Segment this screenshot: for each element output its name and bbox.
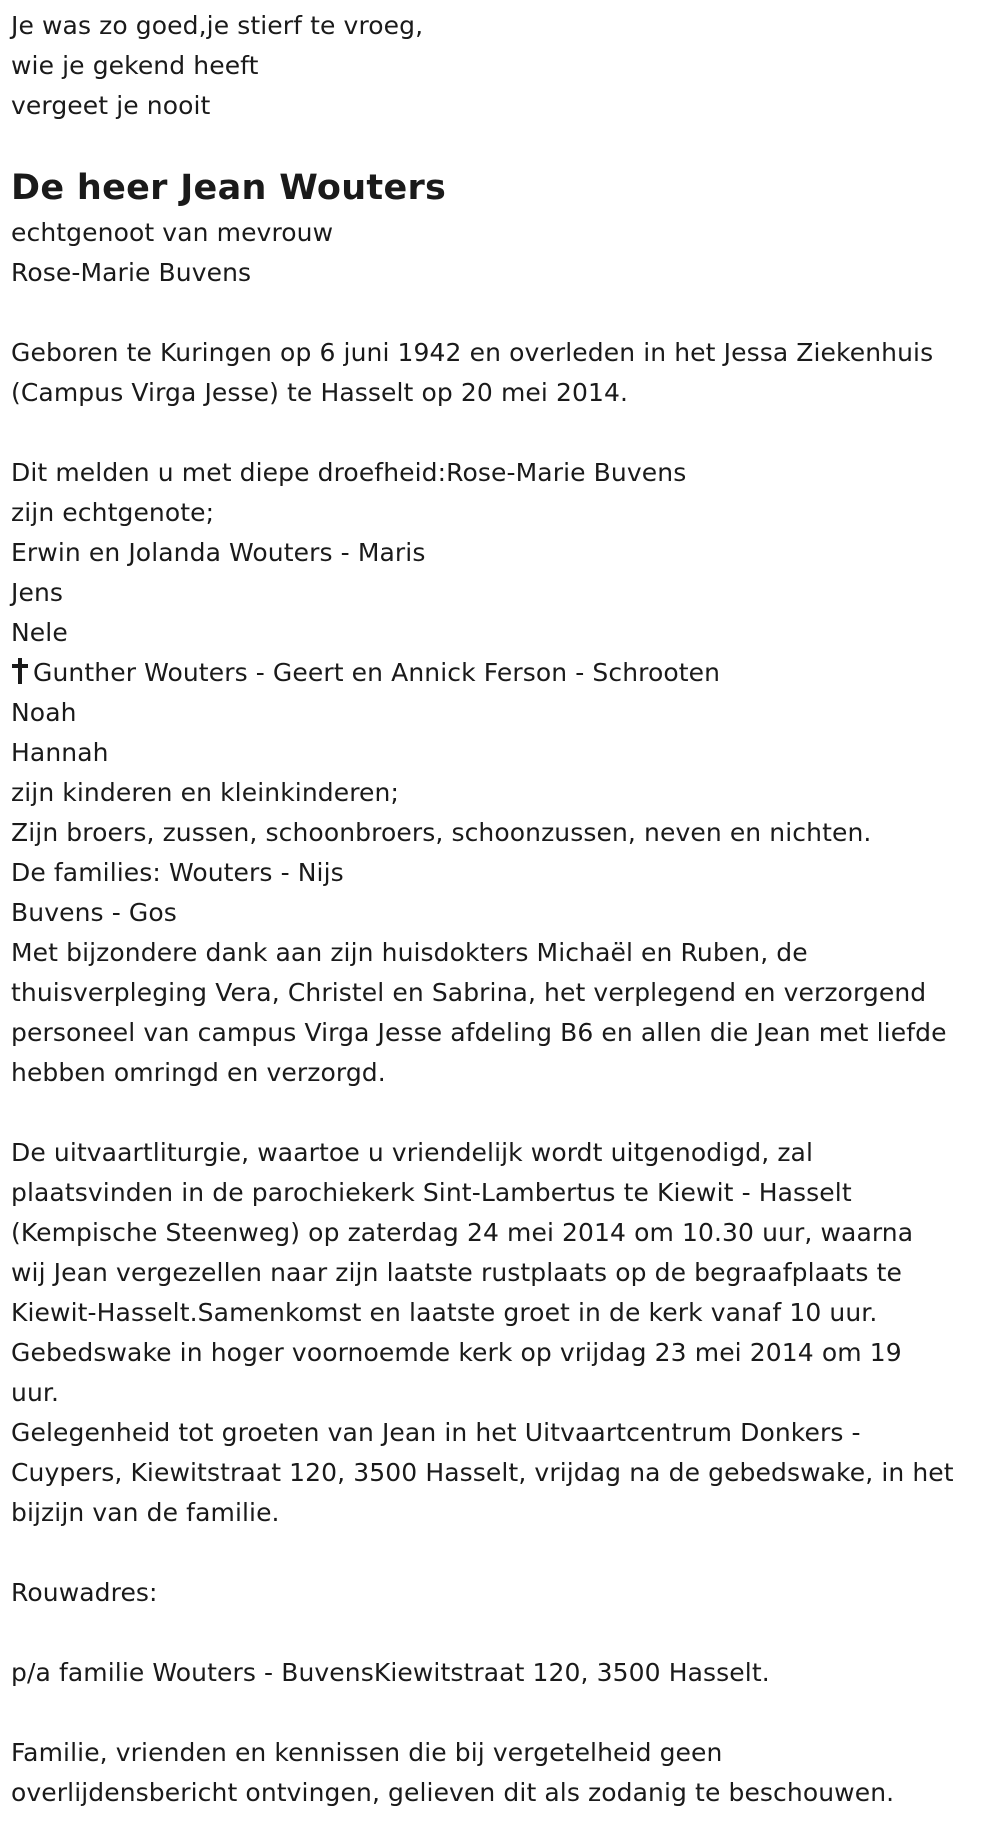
announcement-line: Buvens - Gos <box>11 898 177 927</box>
mourning-address: p/a familie Wouters - BuvensKiewitstraat 120, 3500 Hasselt. <box>11 1658 770 1687</box>
closing-note <box>11 1733 996 1813</box>
announcement-line: Noah <box>11 698 77 727</box>
announcement-line: zijn kinderen en kleinkinderen; <box>11 778 399 807</box>
closing-line: overlijdensbericht ontvingen, gelieven dit als zodanig te beschouwen. <box>11 1778 895 1807</box>
obituary-notice <box>11 6 996 1813</box>
announcement-line: hebben omringd en verzorgd. <box>11 1058 386 1087</box>
funeral-line: Cuypers, Kiewitstraat 120, 3500 Hasselt, vrijdag na de gebedswake, in het <box>11 1458 954 1487</box>
announcement-line: De families: Wouters - Nijs <box>11 858 344 887</box>
poem <box>11 6 996 126</box>
funeral-line: Gelegenheid tot groeten van Jean in het Uitvaartcentrum Donkers - <box>11 1418 861 1447</box>
funeral-details <box>11 1133 996 1533</box>
deceased-name: De heer Jean Wouters <box>11 168 447 208</box>
announcement-line: Hannah <box>11 738 109 767</box>
announcement-line: Erwin en Jolanda Wouters - Maris <box>11 538 426 567</box>
birth-death-line: (Campus Virga Jesse) te Hasselt op 20 mei 2014. <box>11 378 629 407</box>
announcement-line: zijn echtgenote; <box>11 498 215 527</box>
spacer <box>11 1613 996 1653</box>
poem-line: Je was zo goed,je stierf te vroeg, <box>11 11 424 40</box>
announcement-line-deceased <box>11 653 996 693</box>
closing-line: Familie, vrienden en kennissen die bij vergetelheid geen <box>11 1738 723 1767</box>
spouse-name: Rose-Marie Buvens <box>11 258 252 287</box>
spouse-info <box>11 213 996 293</box>
announcement-text: Gunther Wouters - Geert en Annick Ferson - Schrooten <box>33 658 721 687</box>
announcement-line: thuisverpleging Vera, Christel en Sabrina, het verplegend en verzorgend <box>11 978 927 1007</box>
spacer <box>11 1533 996 1573</box>
spacer <box>11 126 996 163</box>
funeral-line: De uitvaartliturgie, waartoe u vriendelijk wordt uitgenodigd, zal <box>11 1138 814 1167</box>
poem-line: vergeet je nooit <box>11 91 211 120</box>
funeral-line: Kiewit-Hasselt.Samenkomst en laatste groet in de kerk vanaf 10 uur. <box>11 1298 878 1327</box>
announcement-line: Zijn broers, zussen, schoonbroers, schoonzussen, neven en nichten. <box>11 818 872 847</box>
funeral-line: wij Jean vergezellen naar zijn laatste rustplaats op de begraafplaats te <box>11 1258 902 1287</box>
birth-death-info <box>11 333 996 413</box>
spacer <box>11 413 996 453</box>
announcement-line: Met bijzondere dank aan zijn huisdokters Michaël en Ruben, de <box>11 938 808 967</box>
birth-death-line: Geboren te Kuringen op 6 juni 1942 en overleden in het Jessa Ziekenhuis <box>11 338 934 367</box>
spouse-line: echtgenoot van mevrouw <box>11 218 334 247</box>
funeral-line: plaatsvinden in de parochiekerk Sint-Lambertus te Kiewit - Hasselt <box>11 1178 852 1207</box>
latin-cross-icon <box>11 658 29 684</box>
poem-line: wie je gekend heeft <box>11 51 259 80</box>
spacer <box>11 293 996 333</box>
announcement-line: Dit melden u met diepe droefheid:Rose-Marie Buvens <box>11 458 687 487</box>
spacer <box>11 1093 996 1133</box>
funeral-line: uur. <box>11 1378 60 1407</box>
announcement-line: Jens <box>11 578 64 607</box>
funeral-line: Gebedswake in hoger voornoemde kerk op vrijdag 23 mei 2014 om 19 <box>11 1338 902 1367</box>
address-label: Rouwadres: <box>11 1578 158 1607</box>
funeral-line: bijzijn van de familie. <box>11 1498 280 1527</box>
announcement-line: Nele <box>11 618 68 647</box>
family-announcement <box>11 453 996 1093</box>
spacer <box>11 1693 996 1733</box>
funeral-line: (Kempische Steenweg) op zaterdag 24 mei 2014 om 10.30 uur, waarna <box>11 1218 914 1247</box>
announcement-line: personeel van campus Virga Jesse afdeling B6 en allen die Jean met liefde <box>11 1018 947 1047</box>
